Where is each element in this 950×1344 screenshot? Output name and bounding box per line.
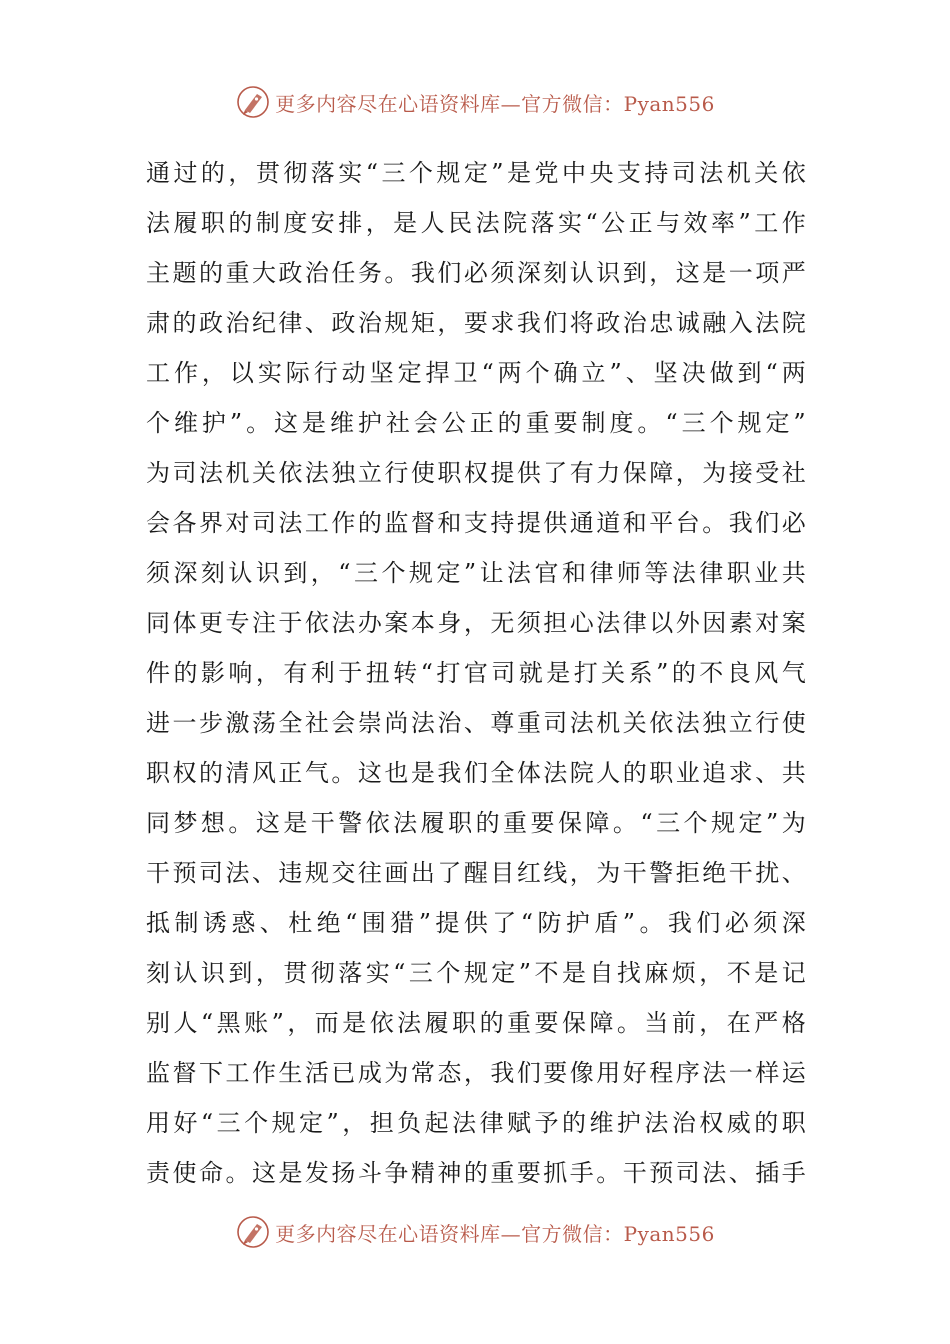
body-line: 主题的重大政治任务。我们必须深刻认识到，这是一项严	[146, 259, 806, 287]
document-body	[146, 148, 806, 1198]
body-line: 肃的政治纪律、政治规矩，要求我们将政治忠诚融入法院	[146, 309, 806, 337]
body-line: 抵制诱惑、杜绝“围猎”提供了“防护盾”。我们必须深	[146, 909, 806, 937]
footer-banner-text: 更多内容尽在心语资料库—官方微信：Pyan556	[275, 1221, 715, 1246]
body-line: 刻认识到，贯彻落实“三个规定”不是自找麻烦，不是记	[146, 959, 806, 987]
body-line: 会各界对司法工作的监督和支持提供通道和平台。我们必	[146, 509, 806, 537]
body-line: 干预司法、违规交往画出了醒目红线，为干警拒绝干扰、	[146, 859, 806, 887]
body-line: 别人“黑账”，而是依法履职的重要保障。当前，在严格	[146, 1009, 806, 1037]
body-line: 同体更专注于依法办案本身，无须担心法律以外因素对案	[146, 609, 806, 637]
header-banner-text: 更多内容尽在心语资料库—官方微信：Pyan556	[275, 91, 715, 116]
body-line: 进一步激荡全社会崇尚法治、尊重司法机关依法独立行使	[146, 709, 806, 737]
body-line: 职权的清风正气。这也是我们全体法院人的职业追求、共	[146, 759, 806, 787]
body-line: 责使命。这是发扬斗争精神的重要抓手。干预司法、插手	[146, 1159, 806, 1187]
footer-banner	[0, 1212, 950, 1252]
body-line: 个维护”。这是维护社会公正的重要制度。“三个规定”	[146, 409, 806, 437]
body-line: 件的影响，有利于扭转“打官司就是打关系”的不良风气	[146, 659, 806, 687]
body-line: 用好“三个规定”，担负起法律赋予的维护法治权威的职	[146, 1109, 806, 1137]
body-line: 通过的，贯彻落实“三个规定”是党中央支持司法机关依	[146, 159, 806, 187]
body-line: 为司法机关依法独立行使职权提供了有力保障，为接受社	[146, 459, 806, 487]
body-line: 工作，以实际行动坚定捍卫“两个确立”、坚决做到“两	[146, 359, 806, 387]
body-line: 同梦想。这是干警依法履职的重要保障。“三个规定”为	[146, 809, 806, 837]
pen-nib-logo-icon	[235, 1214, 271, 1250]
header-banner	[0, 82, 950, 122]
body-line: 监督下工作生活已成为常态，我们要像用好程序法一样运	[146, 1059, 806, 1087]
body-line: 须深刻认识到，“三个规定”让法官和律师等法律职业共	[146, 559, 806, 587]
body-line: 法履职的制度安排，是人民法院落实“公正与效率”工作	[146, 209, 806, 237]
pen-nib-logo-icon	[235, 84, 271, 120]
